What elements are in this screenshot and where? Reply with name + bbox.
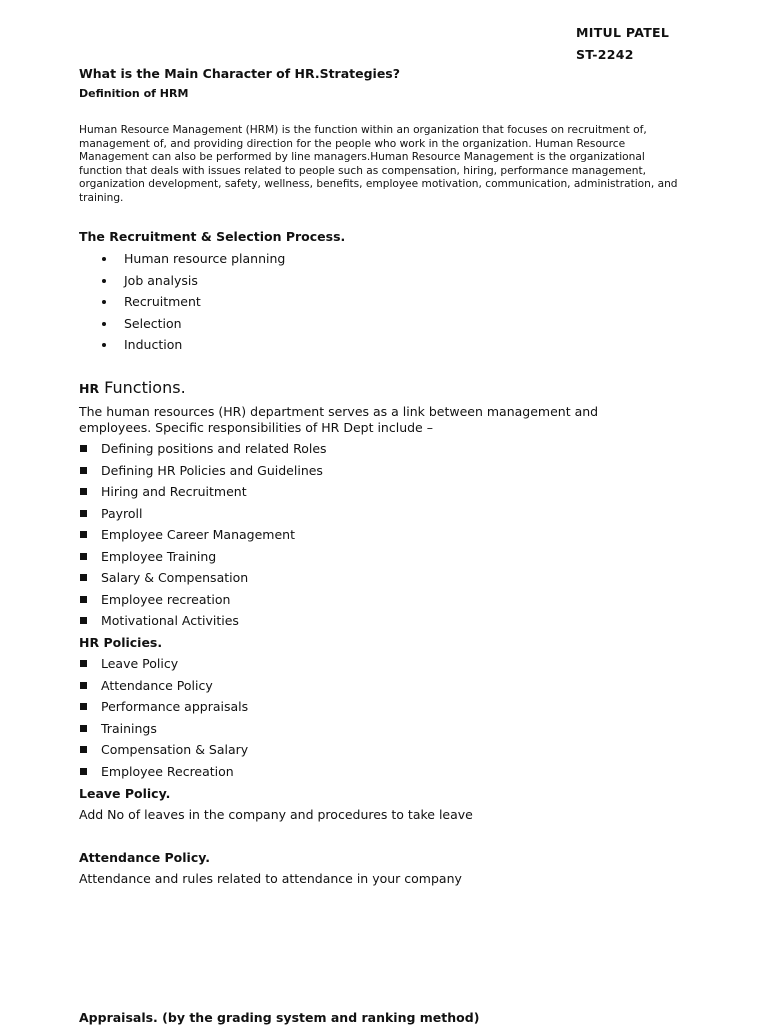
policies-list xyxy=(79,653,248,782)
list-item: Employee Recreation xyxy=(79,761,248,783)
list-item: Employee recreation xyxy=(79,589,327,611)
functions-heading-text: Functions. xyxy=(99,378,186,397)
list-item: Selection xyxy=(79,313,285,335)
author-block xyxy=(576,22,669,66)
functions-intro: The human resources (HR) department serves as a link between management and employees. Specific responsibilities of HR Dept include – xyxy=(79,404,599,435)
list-item: Job analysis xyxy=(79,270,285,292)
list-item: Recruitment xyxy=(79,291,285,313)
definition-paragraph: Human Resource Management (HRM) is the function within an organization that focuses on recruitment of, management of, and providing direction for the people who work in the organization. Human Resource Management can also be performed by line managers.Human Resource Management is the organizational function that deals with issues related to people such as compensation, hiring, performance management, organization development, safety, wellness, benefits, employee motivation, communication, administration, and training. xyxy=(79,124,678,204)
main-heading: What is the Main Character of HR.Strategies? xyxy=(79,66,401,81)
leave-policy-heading: Leave Policy. xyxy=(79,786,171,801)
list-item: Induction xyxy=(79,334,285,356)
recruitment-heading: The Recruitment & Selection Process. xyxy=(79,229,346,244)
list-item: Attendance Policy xyxy=(79,675,248,697)
list-item: Employee Career Management xyxy=(79,524,327,546)
attendance-policy-text: Attendance and rules related to attendance in your company xyxy=(79,871,462,886)
author-id: ST-2242 xyxy=(576,47,634,62)
appraisals-heading: Appraisals. (by the grading system and ranking method) xyxy=(79,1010,480,1025)
list-item: Human resource planning xyxy=(79,248,285,270)
list-item: Hiring and Recruitment xyxy=(79,481,327,503)
list-item: Salary & Compensation xyxy=(79,567,327,589)
list-item: Performance appraisals xyxy=(79,696,248,718)
attendance-policy-heading: Attendance Policy. xyxy=(79,850,210,865)
functions-heading xyxy=(79,378,186,397)
list-item: Payroll xyxy=(79,503,327,525)
list-item: Compensation & Salary xyxy=(79,739,248,761)
list-item: Trainings xyxy=(79,718,248,740)
functions-list xyxy=(79,438,327,632)
list-item: Leave Policy xyxy=(79,653,248,675)
policies-heading: HR Policies. xyxy=(79,635,163,650)
definition-heading: Definition of HRM xyxy=(79,87,189,100)
functions-heading-prefix: HR xyxy=(79,381,100,396)
list-item: Defining HR Policies and Guidelines xyxy=(79,460,327,482)
list-item: Employee Training xyxy=(79,546,327,568)
list-item: Motivational Activities xyxy=(79,610,327,632)
list-item: Defining positions and related Roles xyxy=(79,438,327,460)
recruitment-list xyxy=(79,248,285,356)
leave-policy-text: Add No of leaves in the company and procedures to take leave xyxy=(79,807,473,822)
author-name: MITUL PATEL xyxy=(576,25,670,40)
